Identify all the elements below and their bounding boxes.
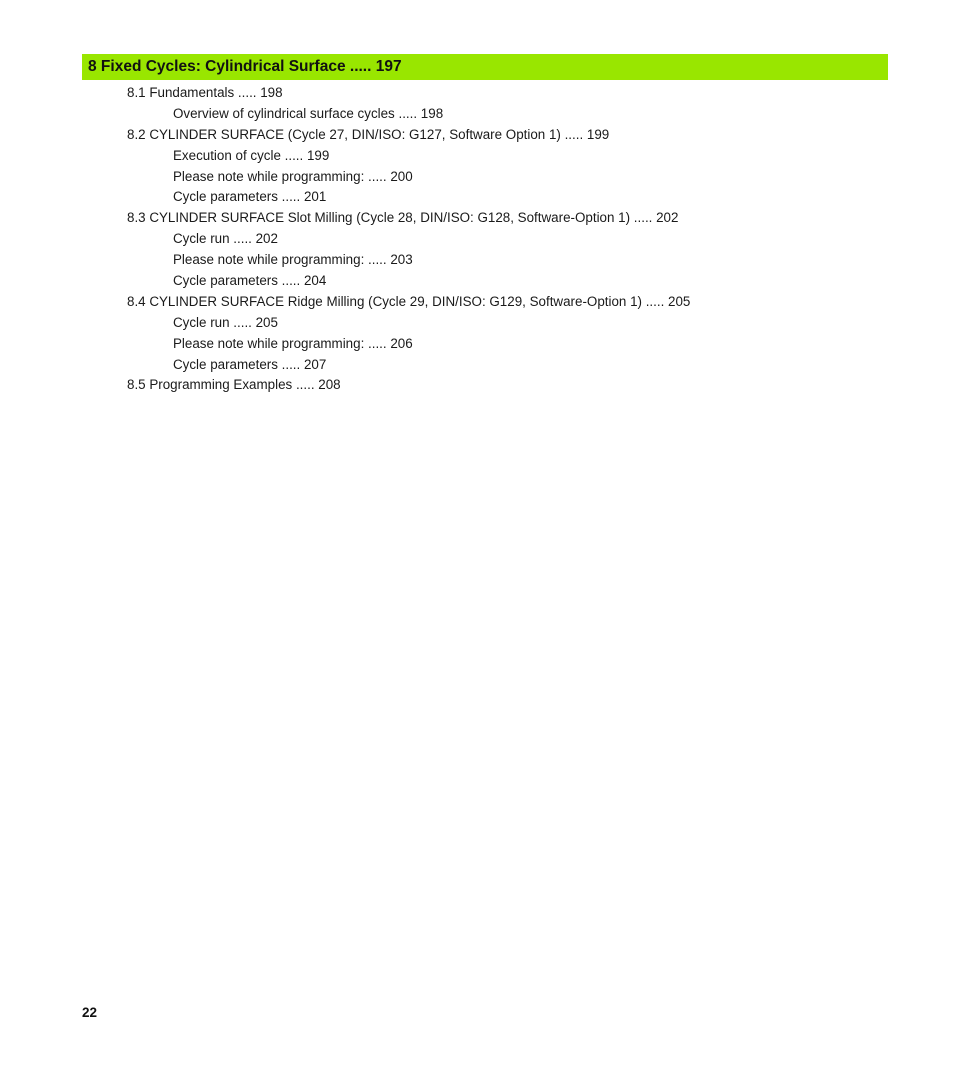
toc-subentry-please-note[interactable]: Please note while programming: ..... 200 (173, 168, 413, 184)
toc-subentry-cycle-parameters[interactable]: Cycle parameters ..... 204 (173, 273, 327, 289)
toc-entry-8-1[interactable]: 8.1 Fundamentals ..... 198 (127, 85, 283, 100)
toc-subentry-overview[interactable]: Overview of cylindrical surface cycles ..... 198 (173, 105, 444, 121)
toc-entry-8-4[interactable]: 8.4 CYLINDER SURFACE Ridge Milling (Cycle 29, DIN/ISO: G129, Software-Option 1) ..... 205 (127, 293, 691, 309)
toc-subentry-please-note[interactable]: Please note while programming: ..... 206 (173, 335, 413, 351)
chapter-title[interactable]: 8 Fixed Cycles: Cylindrical Surface ..... 197 (88, 58, 402, 75)
toc-entry-8-2[interactable]: 8.2 CYLINDER SURFACE (Cycle 27, DIN/ISO: G127, Software Option 1) ..... 199 (127, 126, 610, 142)
table-of-contents (0, 83, 954, 396)
toc-subentry-please-note[interactable]: Please note while programming: ..... 203 (173, 252, 413, 268)
toc-subentry-cycle-run[interactable]: Cycle run ..... 202 (173, 231, 278, 247)
toc-subentry-cycle-parameters[interactable]: Cycle parameters ..... 201 (173, 189, 327, 205)
page-number: 22 (82, 1005, 98, 1020)
toc-entry-8-3[interactable]: 8.3 CYLINDER SURFACE Slot Milling (Cycle 28, DIN/ISO: G128, Software-Option 1) ..... 202 (127, 210, 679, 226)
toc-subentry-cycle-run[interactable]: Cycle run ..... 205 (173, 314, 278, 330)
toc-subentry-execution-of-cycle[interactable]: Execution of cycle ..... 199 (173, 147, 330, 163)
toc-entry-8-5[interactable]: 8.5 Programming Examples ..... 208 (127, 377, 341, 393)
chapter-heading-bar (82, 54, 888, 80)
toc-subentry-cycle-parameters[interactable]: Cycle parameters ..... 207 (173, 356, 327, 372)
